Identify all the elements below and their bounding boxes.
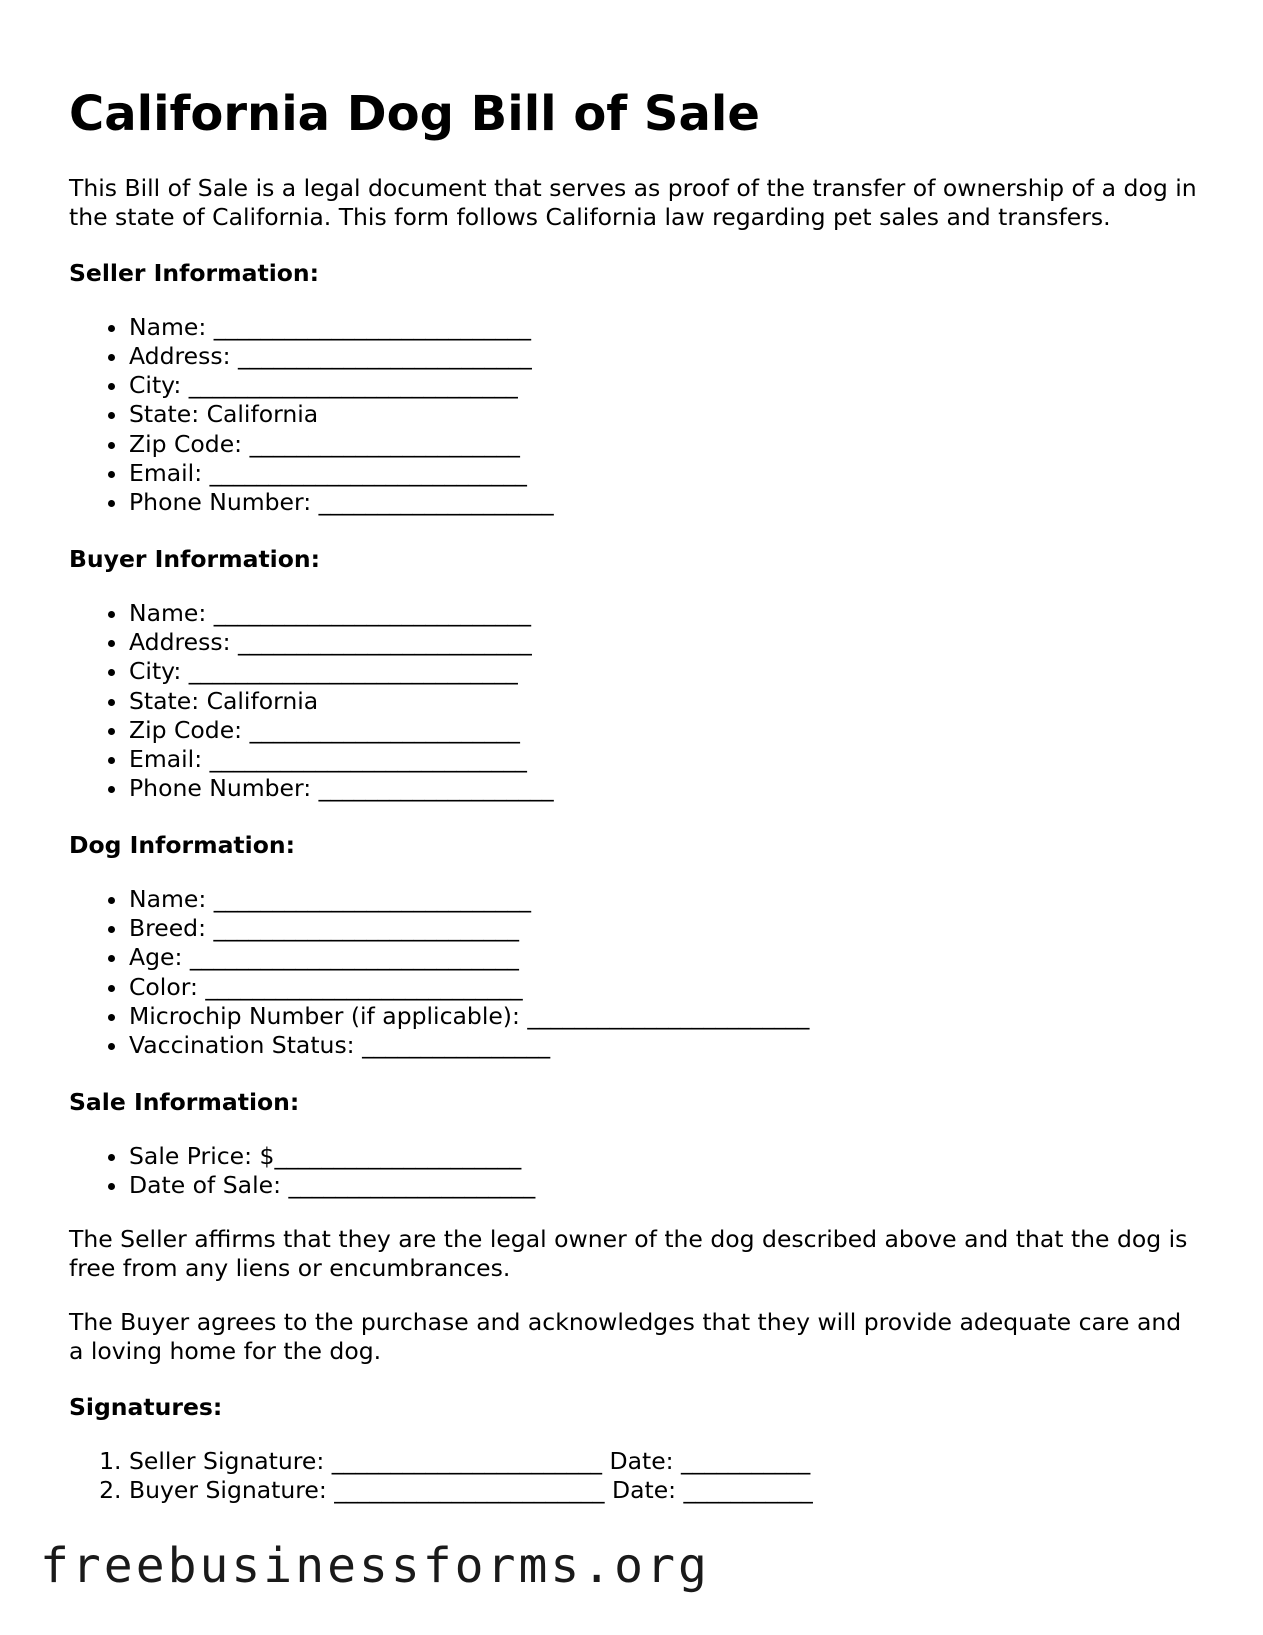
buyer-signature-line: 2. Buyer Signature: _______________________ Date: ___________ (129, 1476, 1199, 1505)
signatures-heading: Signatures: (69, 1393, 223, 1422)
seller-affirmation: The Seller affirms that they are the legal owner of the dog described above and that the dog is free from any liens or encumbrances. (69, 1225, 1188, 1283)
seller-email-field: • Email: ___________________________ (129, 459, 1199, 488)
watermark: freebusinessforms.org (40, 1538, 710, 1594)
buyer-city-field: • City: ____________________________ (129, 657, 1199, 686)
buyer-state-field: • State: California (129, 687, 1199, 716)
document-title: California Dog Bill of Sale (69, 86, 760, 142)
sale-price-field: • Sale Price: $_____________________ (129, 1142, 1199, 1171)
buyer-fields-list (69, 599, 1199, 804)
dog-name-field: • Name: ___________________________ (129, 885, 1199, 914)
buyer-heading: Buyer Information: (69, 544, 321, 573)
seller-city-field: • City: ____________________________ (129, 371, 1199, 400)
seller-signature-line: 1. Seller Signature: _______________________ Date: ___________ (129, 1447, 1199, 1476)
buyer-agreement: The Buyer agrees to the purchase and acknowledges that they will provide adequate care and a loving home for the dog. (69, 1308, 1182, 1366)
buyer-zip-field: • Zip Code: _______________________ (129, 716, 1199, 745)
buyer-name-field: • Name: ___________________________ (129, 599, 1199, 628)
seller-state-field: • State: California (129, 400, 1199, 429)
signatures-list (69, 1447, 1199, 1506)
intro-paragraph: This Bill of Sale is a legal document that serves as proof of the transfer of ownership of a dog in the state of California. This form follows California law regarding pet sales and transfers. (69, 173, 1197, 231)
dog-breed-field: • Breed: __________________________ (129, 914, 1199, 943)
seller-name-field: • Name: ___________________________ (129, 313, 1199, 342)
document-page (69, 86, 1199, 1531)
dog-heading: Dog Information: (69, 830, 295, 859)
buyer-address-field: • Address: _________________________ (129, 628, 1199, 657)
dog-microchip-field: • Microchip Number (if applicable): ________________________ (129, 1002, 1199, 1031)
buyer-phone-field: • Phone Number: ____________________ (129, 774, 1199, 803)
buyer-email-field: • Email: ___________________________ (129, 745, 1199, 774)
sale-heading: Sale Information: (69, 1087, 300, 1116)
dog-vaccination-field: • Vaccination Status: ________________ (129, 1031, 1199, 1060)
dog-age-field: • Age: ____________________________ (129, 943, 1199, 972)
seller-fields-list (69, 313, 1199, 518)
seller-phone-field: • Phone Number: ____________________ (129, 488, 1199, 517)
sale-fields-list (69, 1142, 1199, 1201)
seller-heading: Seller Information: (69, 258, 320, 287)
dog-fields-list (69, 885, 1199, 1061)
seller-address-field: • Address: _________________________ (129, 342, 1199, 371)
sale-date-field: • Date of Sale: _____________________ (129, 1171, 1199, 1200)
seller-zip-field: • Zip Code: _______________________ (129, 430, 1199, 459)
dog-color-field: • Color: ___________________________ (129, 973, 1199, 1002)
